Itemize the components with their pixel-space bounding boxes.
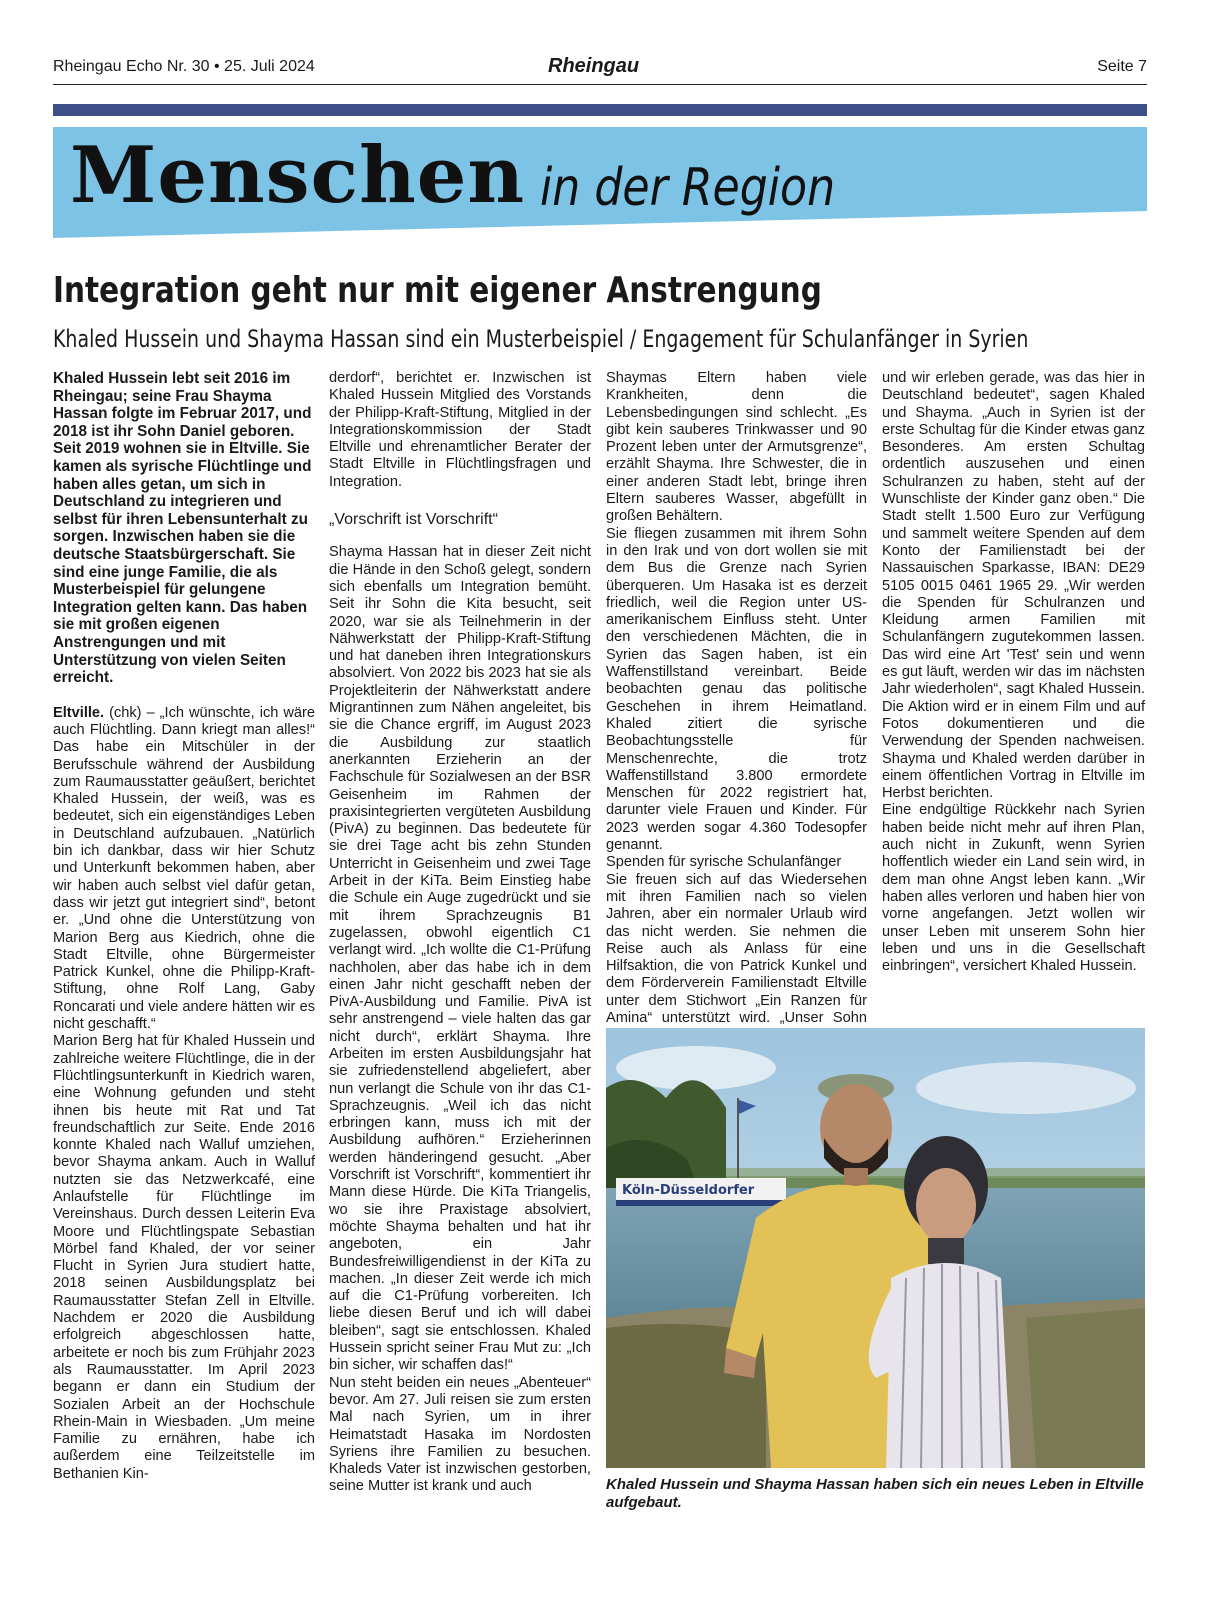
paragraph: derdorf“, berichtet er. Inzwischen ist Khaled Hussein Mitglied des Vorstands der Philipp-Kraft-Stiftung, Mitglied in der Integrationskommission der Stadt Eltville und ehrenamtlicher Berater der Stadt Eltville in Flüchtlingsfragen und Integration. xyxy=(329,370,591,490)
paragraph-heading: Spenden für syrische Schulanfänger xyxy=(606,854,842,871)
section-name: Rheingau xyxy=(548,55,640,77)
publication-info: Rheingau Echo Nr. 30 • 25. Juli 2024 xyxy=(53,58,315,75)
header-rule xyxy=(53,84,1147,85)
header-blue-bar xyxy=(53,104,1147,116)
ship-sign-text: Köln-Düsseldorfer xyxy=(622,1183,755,1198)
paragraph: Eltville. (chk) – „Ich wünschte, ich wäre auch Flüchtling. Dann kriegt man alles!“ Das habe ein Mitschüler in der Berufsschule während der Ausbildung zum Raumausstatter geäußert, berichtet Khaled Hussein, der weiß, was es bedeutet, sich ein eigenständiges Leben in Deutschland aufzubauen. „Natürlich bin ich dankbar, dass wir hier Schutz und Unterkunft bekommen haben, aber wir haben auch selbst viel dafür getan, dass wir jetzt gut integriert sind“, betont er. „Und ohne die Unterstützung von Marion Berg aus Kiedrich, ohne die Stadt Eltville, ohne Bürgermeister Patrick Kunkel, ohne die Philipp-Kraft-Stiftung, ohne Rolf Lang, Gaby Roncarati und viele andere hätten wir es nicht geschafft.“ xyxy=(53,704,315,1033)
paragraph: Shayma Hassan hat in dieser Zeit nicht die Hände in den Schoß gelegt, sondern sich ebenfalls um Integration bemüht. Seit ihr Sohn die Kita besucht, seit 2020, war sie als Teilnehmerin in der Nähwerkstatt der Philipp-Kraft-Stiftung und hat daneben ihren Integrationskurs absolviert. Von 2022 bis 2023 hat sie als Projektleiterin der Nähwerkstatt andere Migrantinnen zum Nähen angeleitet, bis sie die Chance ergriff, im August 2023 die Ausbildung zur staatlich anerkannten Erzieherin an der Fachschule für Sozialwesen an der BSR Geisenheim im Rahmen der praxisintegrierten vergüteten Ausbildung (PivA) zu beginnen. Das bedeutete für sie drei Tage acht bis zehn Stunden Unterricht in Geisenheim und zwei Tage Arbeit in der KiTa. Beim Einstieg habe die Schule ein Auge zugedrückt und sie mit ihrem Sprachzeugnis B1 zugelassen, obwohl eigentlich C1 verlangt wird. „Ich wollte die C1-Prüfung nachholen, aber das habe ich in dem einen Jahr nicht geschafft neben der PivA-Ausbildung und Familie. PivA ist sehr anstrengend – viele halten das gar nicht durch“, erklärt Shayma. Ihre Arbeiten im ersten Ausbildungsjahr hat sie zufriedenstellend abgeliefert, aber nun verlangt die Schule von ihr das C1-Sprachzeugnis. „Weil ich das nicht erbringen kann, muss ich mit der Ausbildung aufhören.“ Erzieherinnen werden händeringend gesucht. „Aber Vorschrift ist Vorschrift“, kommentiert ihr Mann diese Hürde. Die KiTa Triangelis, wo sie ihre Praxistage absolviert, möchte Shayma behalten und hat ihr angeboten, ein Jahr Bundesfreiwilligendienst in der KiTa zu machen. „In dieser Zeit werde ich mich auf die C1-Prüfung vorbereiten. Ich liebe diesen Beruf und ich will dabei bleiben“, sagt sie entschlossen. Khaled Hussein spricht seiner Frau Mut zu: „Ich bin sicher, wir schaffen das!“ xyxy=(329,544,591,1374)
article-column-4 xyxy=(882,370,1145,975)
article-intro: Khaled Hussein lebt seit 2016 im Rheingau; seine Frau Shayma Hassan folgte im Februar 2017, und 2018 ist ihr Sohn Daniel geboren. Seit 2019 wohnen sie in Eltville. Sie kamen als syrische Flüchtlinge und haben alles getan, um sich in Deutschland zu integrieren und selbst für ihren Lebensunterhalt zu sorgen. Inzwischen haben sie die deutsche Staatsbürgerschaft. Sie sind eine junge Familie, die als Musterbeispiel für gelungene Integration gelten kann. Das haben sie mit großen eigenen Anstrengungen und mit Unterstützung von vielen Seiten erreicht. xyxy=(53,370,312,687)
article-column-2 xyxy=(329,370,591,1496)
article-subheadline: Khaled Hussein und Shayma Hassan sind ein Musterbeispiel / Engagement für Schulanfänger in Syrien xyxy=(53,325,1029,353)
photo-caption: Khaled Hussein und Shayma Hassan haben sich ein neues Leben in Eltville aufgebaut. xyxy=(606,1476,1144,1511)
paragraph: Sie fliegen zusammen mit ihrem Sohn in den Irak und von dort wollen sie mit dem Bus die Grenze nach Syrien überqueren. Um Hasaka ist es derzeit friedlich, weil die Region unter US-amerikanischem Einfluss steht. Unter den verschiedenen Mächten, die in Syrien das Sagen haben, ist ein Waffenstillstand vereinbart. Beide beobachten genau das politische Geschehen in ihrem Heimatland. Khaled zitiert die syrische Beobachtungsstelle für Menschenrechte, die trotz Waffenstillstand 3.800 ermordete Menschen für 2022 registriert hat, darunter viele Frauen und Kinder. Für 2023 werden sogar 4.360 Todesopfer genannt. xyxy=(606,525,867,854)
paragraph: Eine endgültige Rückkehr nach Syrien haben beide nicht mehr auf ihren Plan, auch nicht in Zukunft, wenn Syrien hoffentlich wieder ein Land sein wird, in dem man ohne Angst leben kann. „Wir haben alles verloren und haben hier von vorne angefangen. Jetzt wollen wir unser Leben mit unserem Sohn hier leben und uns in die Gesellschaft einbringen“, versichert Khaled Hussein. xyxy=(882,802,1145,975)
article-headline: Integration geht nur mit eigener Anstrengung xyxy=(53,270,822,311)
article-column-3 xyxy=(606,370,867,1062)
article-column-1 xyxy=(53,370,315,1483)
banner-title-small: in der Region xyxy=(540,158,836,218)
article-photo xyxy=(606,1028,1145,1468)
banner-title-big: Menschen xyxy=(70,130,526,221)
article-subtitle: „Vorschrift ist Vorschrift“ xyxy=(329,511,498,529)
dateline: Eltville. xyxy=(53,704,105,721)
paragraph: und wir erleben gerade, was das hier in Deutschland bedeutet“, sagen Khaled und Shayma. „Auch in Syrien ist der erste Schultag für die Kinder etwas ganz Besonderes. Am ersten Schultag ordentlich auszusehen und einen Schulranzen zu haben, steht auf der Wunschliste der Kinder ganz oben.“ Die Stadt stellt 1.500 Euro zur Verfügung und sammelt weitere Spenden auf dem Konto der Familienstadt bei der Nassauischen Sparkasse, IBAN: DE29 5105 0015 0461 1965 29. „Wir werden die Spenden für Schulranzen und Kleidung armen Familien mit Schulanfängern zugutekommen lassen. Das wird eine Art 'Test' sein und wenn es gut läuft, werden wir das im nächsten Jahr wiederholen“, sagt Khaled Hussein. Die Aktion wird er in einem Film und auf Fotos dokumentieren und die Verwendung der Spenden nachweisen. Shayma und Khaled werden darüber in einem öffentlichen Vortrag in Eltville im Herbst berichten. xyxy=(882,370,1145,802)
paragraph: Nun steht beiden ein neues „Abenteuer“ bevor. Am 27. Juli reisen sie zum ersten Mal nach Syrien, um in ihrer Heimatstadt Hasaka im Nordosten Syriens ihre Familien zu besuchen. Khaleds Vater ist inzwischen gestorben, seine Mutter ist krank und auch xyxy=(329,1374,591,1495)
page-number: Seite 7 xyxy=(1097,58,1147,75)
paragraph: Sie freuen sich auf das Wiedersehen mit ihren Familien nach so vielen Jahren, aber ein normaler Urlaub wird das nicht werden. Sie nehmen die Reise auch als Anlass für eine Hilfsaktion, die von Patrick Kunkel und dem Förderverein Familienstadt Eltville unter dem Stichwort „Ein Ranzen für Amina“ unterstützt wird. „Unser Sohn xyxy=(606,871,867,1026)
paragraph: Shaymas Eltern haben viele Krankheiten, denn die Lebensbedingungen sind schlecht. „Es gibt kein sauberes Trinkwasser und 90 Prozent leben unter der Armutsgrenze“, erzählt Shayma. Ihre Schwester, die in einer anderen Stadt lebt, bringe ihren Eltern sauberes Wasser, abgefüllt in großen Behältern. xyxy=(606,370,867,525)
paragraph: Marion Berg hat für Khaled Hussein und zahlreiche weitere Flüchtlinge, die in der Flüchtlingsunterkunft in Kiedrich waren, eine Wohnung gefunden und steht ihnen bis heute mit Rat und Tat freundschaftlich zur Seite. Ende 2016 konnte Khaled nach Walluf umziehen, bevor Shayma ankam. Auch in Walluf nutzten sie das Netzwerkcafé, eine Anlaufstelle für Flüchtlinge im Vereinshaus. Durch dessen Leiterin Eva Moore und Flüchtlingspate Sebastian Mörbel fand Khaled, der vor seiner Flucht in Syrien Jura studiert hatte, 2018 seinen Ausbildungsplatz bei Raumausstatter Stefan Zell in Eltville. Nachdem er 2020 die Ausbildung erfolgreich abgeschlossen hatte, arbeitete er noch bis zum Frühjahr 2023 als Raumausstatter. Im April 2023 begann er dann ein Studium der Sozialen Arbeit an der Hochschule Rhein-Main in Wiesbaden. „Um meine Familie zu ernähren, habe ich außerdem eine Teilzeitstelle im Bethanien Kin- xyxy=(53,1033,315,1482)
